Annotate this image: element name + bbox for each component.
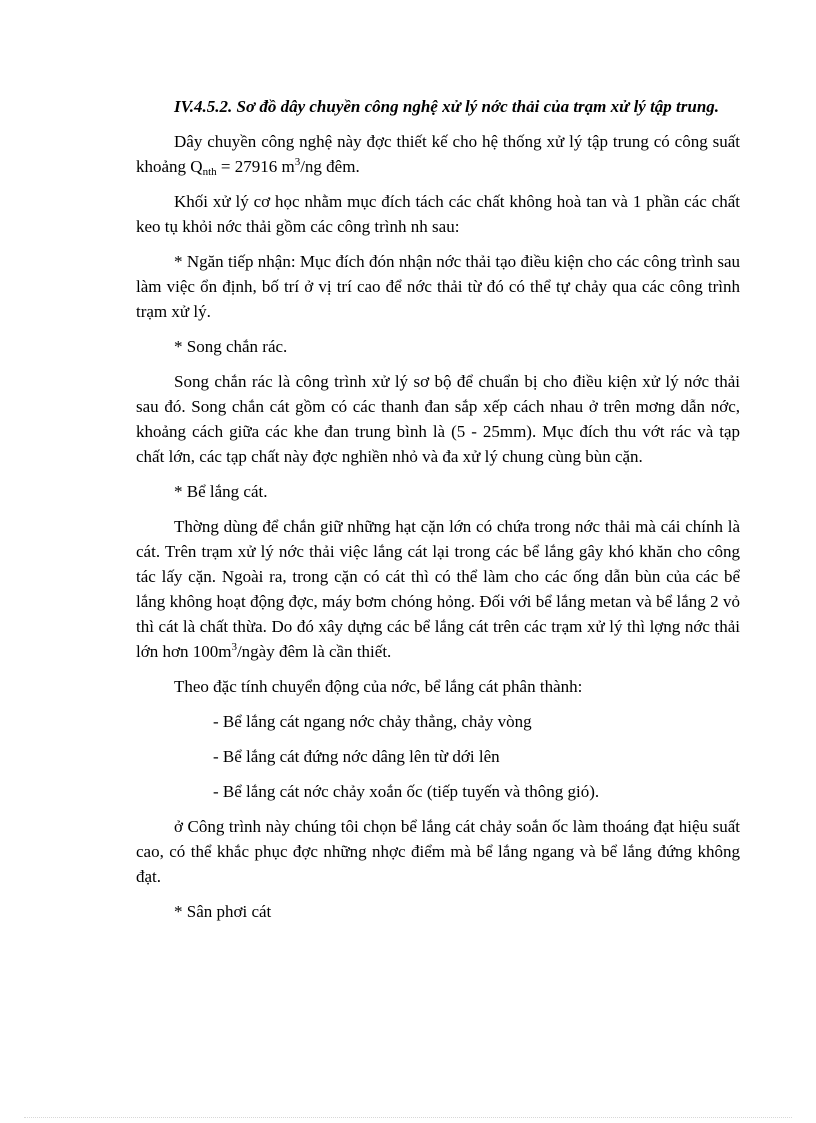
- paragraph-receiving-tank: * Ngăn tiếp nhận: Mục đích đón nhận nớc thải tạo điều kiện cho các công trình sau làm việc ổn định, bố trí ở vị trí cao để nớc thải từ đó có thể tự chảy qua các công trình trạm xử lý.: [136, 252, 740, 321]
- list-item: - Bể lắng cát nớc chảy xoắn ốc (tiếp tuyến và thông gió).: [213, 782, 600, 801]
- capacity-value: = 27916 m: [216, 157, 295, 176]
- paragraph-screen-title: * Song chắn rác.: [174, 337, 288, 356]
- grit-text: Thờng dùng để chắn giữ những hạt cặn lớn có chứa trong nớc thải mà cái chính là cát. Trên trạm xử lý nớc thải việc lắng cát lại trong các bể lắng gây khó khăn cho công tác lấy cặn. Ngoài ra, trong cặn có cát thì có thể làm cho các ống dẫn bùn của các bể lắng không hoạt động đợc, máy bơm chóng hỏng. Đối với bể lắng metan và bể lắng 2 vỏ thì cát là chất thừa. Do đó xây dựng các bể lắng cát trên các trạm xử lý thì lợng nớc thải lớn hơn 100m: [136, 517, 740, 661]
- paragraph-mechanical-treatment: Khối xử lý cơ học nhằm mục đích tách các chất không hoà tan và 1 phần các chất keo tụ khỏi nớc thải gồm các công trình nh sau:: [136, 192, 740, 236]
- unit-superscript: 3: [294, 156, 301, 168]
- grit-superscript: 3: [231, 641, 237, 653]
- paragraph-selection: ở Công trình này chúng tôi chọn bể lắng cát chảy soắn ốc làm thoáng đạt hiệu suất cao, có thể khắc phục đợc những nhợc điểm mà bể lắng ngang và bể lắng đứng không đạt.: [136, 817, 740, 886]
- section-heading: IV.4.5.2. Sơ đồ dây chuyền công nghệ xử lý nớc thải của trạm xử lý tập trung.: [174, 97, 720, 116]
- paragraph-capacity: [136, 129, 740, 179]
- paragraph-grit-chamber-title: * Bể lắng cát.: [174, 482, 268, 501]
- paragraph-grit-chamber-description: [136, 514, 740, 664]
- paragraph-classification: Theo đặc tính chuyển động của nớc, bể lắng cát phân thành:: [174, 677, 583, 696]
- list-item: - Bể lắng cát ngang nớc chảy thẳng, chảy vòng: [213, 712, 532, 731]
- document-body: [136, 94, 740, 934]
- flow-subscript: nth: [202, 166, 217, 178]
- grit-unit: /ngày đêm là cần thiết.: [236, 642, 392, 661]
- capacity-unit: /ng đêm.: [300, 157, 360, 176]
- capacity-text: Dây chuyền công nghệ này đợc thiết kế cho hệ thống xử lý tập trung có công suất khoảng Q: [136, 132, 740, 176]
- page-bottom-divider: [24, 1117, 792, 1118]
- list-item: - Bể lắng cát đứng nớc dâng lên từ dới lên: [213, 747, 500, 766]
- paragraph-drying-bed-title: * Sân phơi cát: [174, 902, 272, 921]
- paragraph-screen-description: Song chắn rác là công trình xử lý sơ bộ để chuẩn bị cho điều kiện xử lý nớc thải sau đó. Song chắn cát gồm có các thanh đan sắp xếp cách nhau ở trên mơng dẫn nớc, khoảng cách giữa các khe đan trung bình là (5 - 25mm). Mục đích thu vớt rác và tạp chất lớn, các tạp chất này đợc nghiền nhỏ và đa xử lý chung cùng bùn cặn.: [136, 372, 740, 466]
